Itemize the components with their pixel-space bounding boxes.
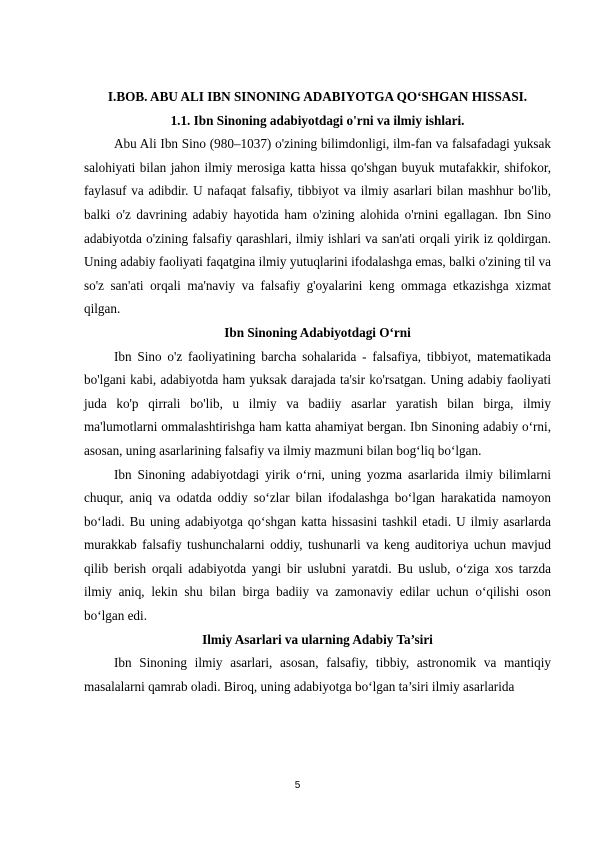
chapter-title: I.BOB. ABU ALI IBN SINONING ADABIYOTGA QO‘SHGAN HISSASI. xyxy=(107,89,528,104)
paragraph-intro: Abu Ali Ibn Sino (980–1037) o'zining bilimdonligi, ilm-fan va falsafadagi yuksak salohiyati bilan jahon ilmiy merosiga katta hissa qo'shgan buyuk mutafakkir, shifokor, faylasuf va adibdir. U nafaqat falsafiy, tibbiyot va ilmiy asarlari bilan mashhur bo'lib, balki o'z davrining adabiy hayotida ham o'zining alohida o'rnini egallagan. Ibn Sino adabiyotda o'zining falsafiy qarashlari, ilmiy ishlari va san'ati orqali yirik iz qoldirgan. Uning adabiy faoliyati faqatgina ilmiy yutuqlarini ifodalashga emas, balki o'zining til va so'z san'ati orqali ma'naviy va falsafiy g'oyalarini keng ommaga etkazishga xizmat qilgan. xyxy=(84,136,551,317)
paragraph-literary-activity: Ibn Sino o'z faoliyatining barcha sohalarida - falsafiya, tibbiyot, matematikada bo'lgani kabi, adabiyotda ham yuksak darajada ta'sir ko'rsatgan. Uning adabiy faoliyati juda ko'p qirrali bo'lib, u ilmiy va badiiy asarlar yaratish bilan birga, ilmiy ma'lumotlarni ommalashtirishga ham katta ahamiyat bergan. Ibn Sinoning adabiy o‘rni, asosan, uning asarlarining falsafiy va ilmiy mazmuni bilan bog‘liq bo‘lgan. xyxy=(84,348,551,458)
subheading-literary-role: Ibn Sinoning Adabiyotdagi O‘rni xyxy=(224,324,411,340)
subheading-scientific-works: Ilmiy Asarlari va ularning Adabiy Ta’siri xyxy=(202,631,433,647)
page-number: 5 xyxy=(294,780,301,791)
paragraph-literary-style: Ibn Sinoning adabiyotdagi yirik o‘rni, uning yozma asarlarida ilmiy bilimlarni chuqur, aniq va odatda oddiy so‘zlar bilan ifodalashga bo‘lgan harakatida namoyon bo‘ladi. Bu uning adabiyotga qo‘shgan katta hissasini tashkil etadi. U ilmiy asarlarda murakkab falsafiy tushunchalarni oddiy, tushunarli va keng auditoriya uchun mavjud qilib berish orqali adabiyotda yangi bir uslubni yaratdi. Bu uslub, o‘ziga xos tarzda ilmiy aniq, lekin shu bilan birga badiiy va zamonaviy edilar uchun o‘qilishi oson bo‘lgan edi. xyxy=(84,466,551,624)
section-title: 1.1. Ibn Sinoning adabiyotdagi o'rni va ilmiy ishlari. xyxy=(170,112,465,128)
paragraph-scientific-works: Ibn Sinoning ilmiy asarlari, asosan, falsafiy, tibbiy, astronomik va mantiqiy masalalarni qamrab oladi. Biroq, uning adabiyotga bo‘lgan ta’siri ilmiy asarlarida xyxy=(84,655,551,694)
page-content xyxy=(84,85,551,698)
